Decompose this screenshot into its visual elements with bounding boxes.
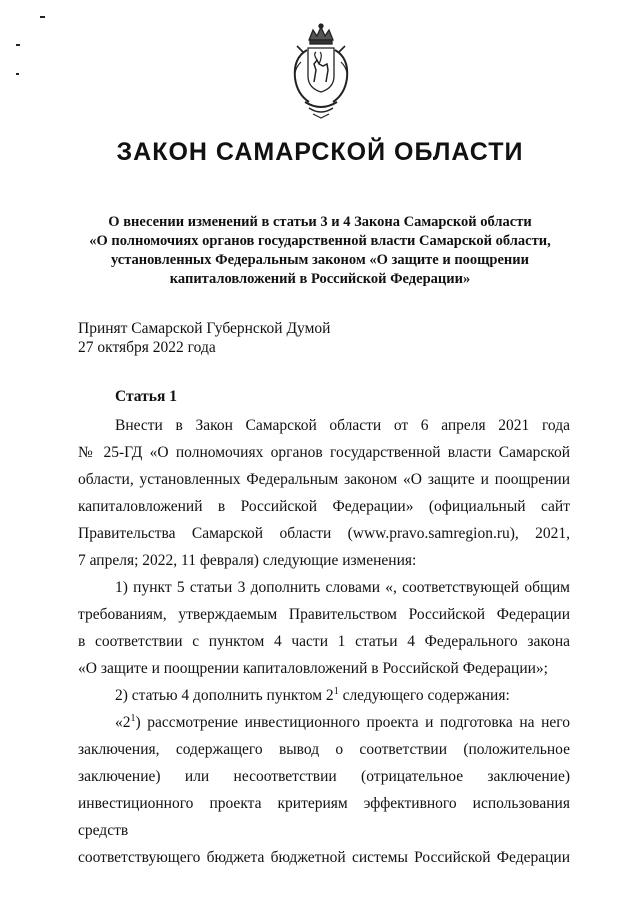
text-line	[78, 709, 570, 736]
text-line: 7 апреля; 2022, 11 февраля) следующие изменения:	[78, 552, 417, 569]
text-line: требованиям, утверждаемым Правительством Российской Федерации	[78, 606, 570, 623]
text-line	[78, 682, 570, 709]
scan-mark	[16, 44, 20, 46]
text-line: «О защите и поощрении капиталовложений в Российской Федерации»;	[78, 660, 548, 677]
text-line: соответствующего бюджета бюджетной системы Российской Федерации	[78, 849, 570, 866]
article-body	[78, 412, 570, 871]
text-line: заключения, содержащего вывод о соответствии (положительное	[78, 741, 570, 758]
text-line: в соответствии с пунктом 4 части 1 статьи 4 Федерального закона	[78, 633, 570, 650]
subtitle-line: капиталовложений в Российской Федерации»	[169, 271, 471, 287]
text-line: инвестиционного проекта критериям эффективного использования средств	[78, 795, 570, 839]
text-line: области, установленных Федеральным законом «О защите и поощрении	[78, 471, 570, 488]
subtitle-line: О внесении изменений в статьи 3 и 4 Закона Самарской области	[108, 214, 532, 230]
text-line: Правительства Самарской области (www.pravo.samregion.ru), 2021,	[78, 525, 570, 542]
superscript: 1	[333, 685, 339, 697]
adoption-date: 27 октября 2022 года	[78, 339, 216, 356]
article-heading: Статья 1	[115, 388, 177, 405]
text-line: Внести в Закон Самарской области от 6 апреля 2021 года	[115, 417, 570, 434]
subtitle-line: установленных Федеральным законом «О защите и поощрении	[110, 252, 529, 268]
text-fragment: 2) статью 4 дополнить пунктом 2	[115, 687, 334, 704]
subtitle-line: «О полномочиях органов государственной власти Самарской области,	[89, 233, 551, 249]
text-line: № 25-ГД «О полномочиях органов государственной власти Самарской	[78, 444, 570, 461]
adoption-body: Принят Самарской Губернской Думой	[78, 320, 331, 337]
adoption-block	[78, 319, 330, 357]
scan-mark	[40, 16, 45, 18]
text-fragment: ) рассмотрение инвестиционного проекта и подготовка на него	[135, 714, 570, 731]
document-subtitle	[70, 213, 570, 289]
text-line: капиталовложений в Российской Федерации» (официальный сайт	[78, 498, 570, 515]
document-title: ЗАКОН САМАРСКОЙ ОБЛАСТИ	[116, 138, 524, 166]
superscript: 1	[130, 712, 136, 724]
samara-coat-of-arms-icon	[283, 22, 359, 120]
text-line: заключение) или несоответствии (отрицательное заключение)	[78, 768, 570, 785]
scan-mark	[16, 73, 19, 75]
text-line: 1) пункт 5 статьи 3 дополнить словами «, соответствующей общим	[115, 579, 570, 596]
text-fragment: следующего содержания:	[338, 687, 510, 704]
text-fragment: «2	[115, 714, 131, 731]
